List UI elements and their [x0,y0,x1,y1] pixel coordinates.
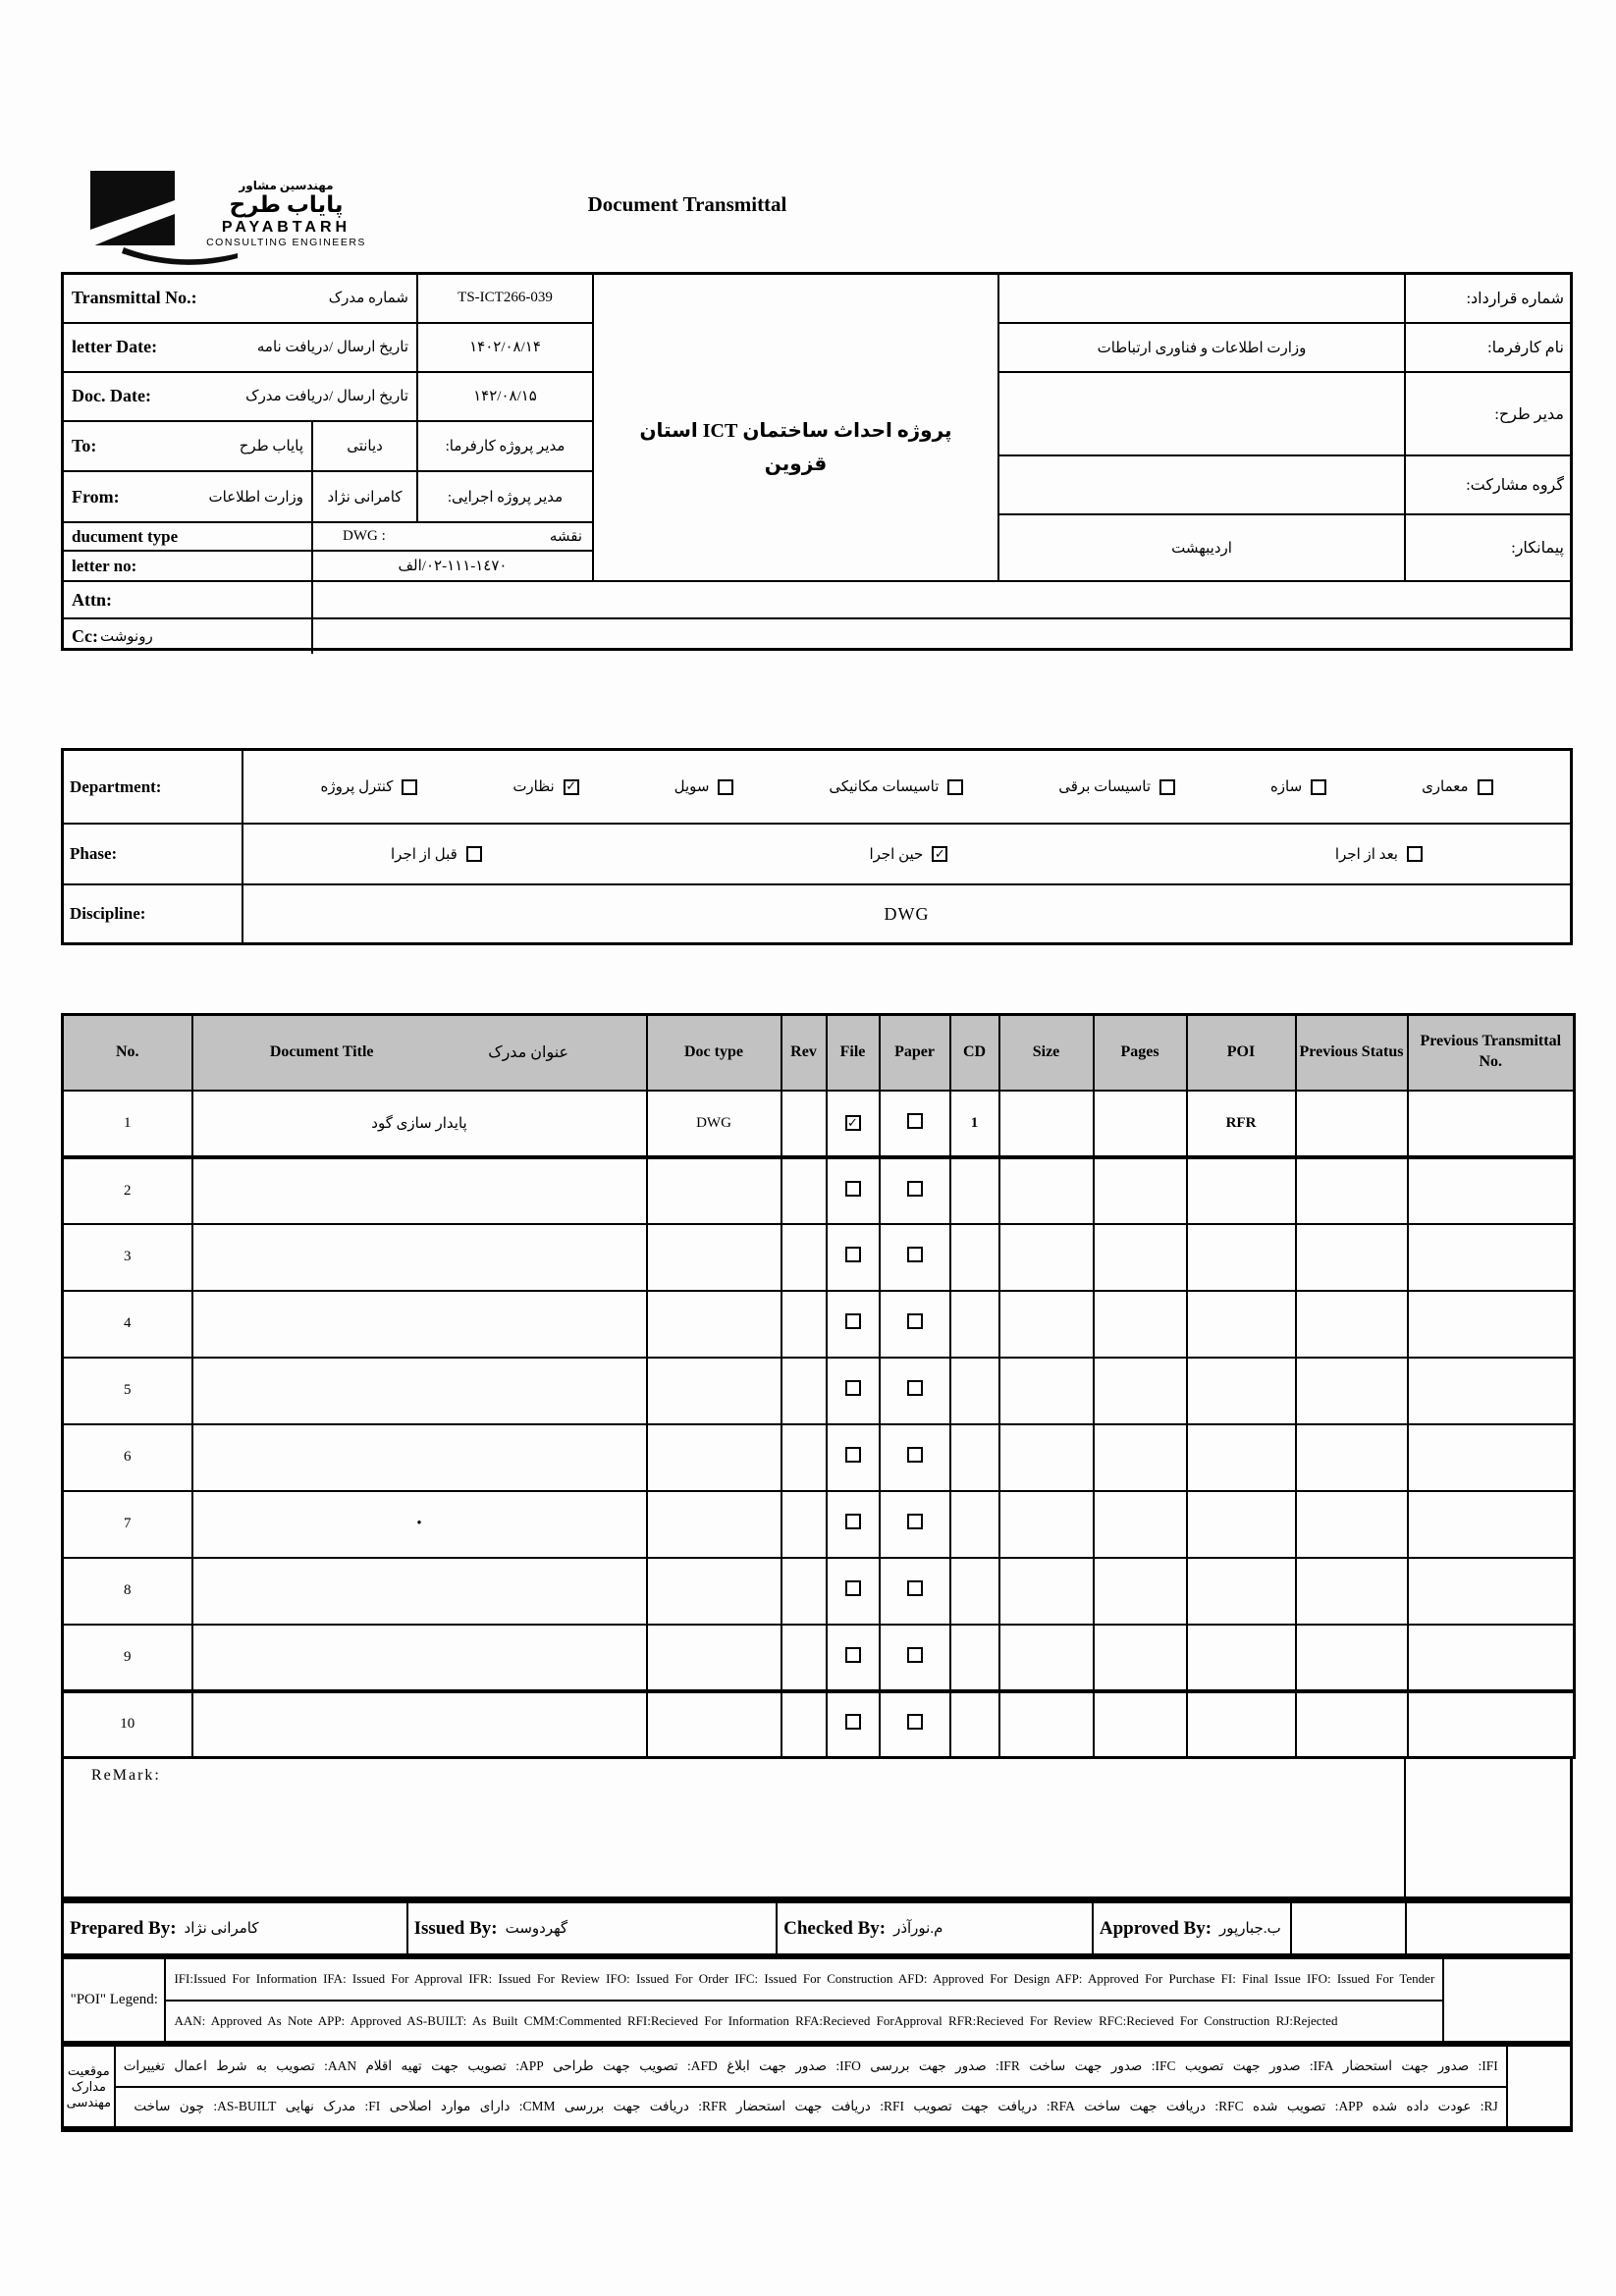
from-label: From: [72,486,120,507]
paper-checkbox-icon [907,1514,923,1529]
row-paper [880,1491,950,1558]
row-title: پایدار سازی گود [192,1091,647,1157]
letter-date-row [64,324,592,373]
row-file [827,1625,880,1691]
file-checkbox-icon [845,1714,861,1730]
row-paper [880,1291,950,1358]
row-rev [781,1691,827,1758]
document-list-table [61,1013,1576,1759]
row-poi [1187,1491,1296,1558]
row-poi [1187,1558,1296,1625]
row-prev-status [1296,1491,1408,1558]
checkbox-icon [1159,779,1175,795]
row-no: 10 [63,1691,192,1758]
paper-checkbox-icon [907,1714,923,1730]
logo-fa-large: پایاب طرح [229,192,344,217]
fa-legend-body [116,2047,1506,2126]
poi-legend-body [166,1959,1442,2041]
row-cd [950,1291,999,1358]
row-doc-type [647,1358,781,1424]
department-label: Department: [64,751,243,823]
to-label: To: [72,435,97,455]
department-options [243,751,1570,823]
paper-checkbox-icon [907,1181,923,1197]
partnership-row [999,456,1570,515]
client-name-label: نام کارفرما: [1404,324,1570,371]
file-checkbox-icon [845,1313,861,1329]
file-checkbox-checked-icon: ✓ [845,1115,861,1131]
attn-row [64,580,1570,617]
exec-pm-label: مدیر پروژه اجرایی: [416,472,592,521]
paper-check-icon [907,1380,923,1396]
from-row [64,472,592,523]
row-rev [781,1157,827,1224]
row-prev-transmittal [1408,1091,1575,1157]
from-value: وزارت اطلاعات [208,489,303,506]
row-rev [781,1558,827,1625]
row-doc-type [647,1224,781,1291]
row-prev-status [1296,1291,1408,1358]
fa-legend-section [61,2044,1573,2132]
paper-checkbox-icon [907,1313,923,1329]
cc-row [64,617,1570,654]
signature-empty-cell [1405,1903,1570,1953]
row-no: 8 [63,1558,192,1625]
table-row-4 [63,1291,1575,1358]
signature-empty-cell [1290,1903,1405,1953]
row-poi [1187,1358,1296,1424]
table-row-9 [63,1625,1575,1691]
row-file [827,1491,880,1558]
paper-checkbox-icon [907,1447,923,1463]
phase-options [243,825,1570,883]
paper-checkbox-icon [907,1247,923,1262]
checked-by-value: م.نورآذر [893,1921,943,1937]
row-title [192,1558,647,1625]
row-prev-transmittal [1408,1358,1575,1424]
fa-legend-line-2: RJ: عودت داده شده APP: تصویب شده RFC: دریافت جهت ساخت RFA: دریافت جهت تصویب RFI: دریافت جهت استحضار RFR: دریافت جهت بررسی CMM: دارای موارد اصلاحی FI: مدرک نهایی AS-BUILT: چون ساخت [134,2099,1498,2114]
phase-row [64,825,1570,885]
row-title: • [192,1491,647,1558]
contract-no-row [999,275,1570,324]
row-rev [781,1424,827,1491]
doc-date-row [64,373,592,422]
row-prev-status [1296,1691,1408,1758]
doc-date-label-fa: تاریخ ارسال /دریافت مدرک [245,389,408,405]
row-doc-type [647,1558,781,1625]
contractor-label: پیمانکار: [1404,515,1570,580]
table-row-3 [63,1224,1575,1291]
fa-legend-label: موقعیت مدارک مهندسی [64,2047,116,2126]
header-pages: Pages [1094,1015,1187,1091]
row-cd [950,1424,999,1491]
row-rev [781,1358,827,1424]
row-prev-status [1296,1424,1408,1491]
issued-by-label: Issued By: [413,1917,498,1939]
row-size [999,1625,1094,1691]
phase-option-during: ✓ حین اجرا [869,845,947,864]
row-prev-transmittal [1408,1491,1575,1558]
department-option-project-control: کنترل پروژه [321,777,418,796]
checkbox-icon [1311,779,1326,795]
row-paper [880,1558,950,1625]
checkbox-icon [466,846,482,862]
table-row-8 [63,1558,1575,1625]
approved-by-label: Approved By: [1099,1917,1212,1939]
table-row-1 [63,1091,1575,1157]
company-logo [90,171,463,279]
transmittal-no-label-en: Transmittal No.: [72,288,197,308]
table-header-row [63,1015,1575,1091]
design-manager-label: مدیر طرح: [1404,373,1570,454]
row-pages [1094,1691,1187,1758]
approved-by-cell [1092,1903,1290,1953]
transmittal-right-section [999,275,1570,580]
contract-no-value [999,275,1404,322]
file-checkbox-icon [845,1514,861,1529]
file-checkbox-icon [845,1580,861,1596]
checkbox-checked-icon: ✓ [564,779,579,795]
file-checkbox-icon [845,1247,861,1262]
header-file: File [827,1015,880,1091]
table-row-6 [63,1424,1575,1491]
project-title-cell [592,275,999,580]
row-cd [950,1691,999,1758]
attn-value [311,582,1570,617]
design-manager-value [999,373,1404,454]
department-option-mechanical: تاسیسات مکانیکی [829,777,963,796]
row-file [827,1091,880,1157]
table-row-7 [63,1491,1575,1558]
row-pages [1094,1091,1187,1157]
row-title [192,1224,647,1291]
poi-legend-line-2: AAN: Approved As Note APP: Approved AS-BUILT: As Built CMM:Commented RFI:Recieved For Information RFA:Recieved ForApproval RFR:Recieved For Review RFC:Recieved For Construction RJ:Rejected [174,2012,1338,2028]
row-pages [1094,1491,1187,1558]
department-option-architecture: معماری [1422,777,1493,796]
contractor-row [999,515,1570,580]
letter-no-value: ١٤٧٠-١١١-٠٢/الف [311,552,592,580]
row-poi [1187,1625,1296,1691]
row-no: 2 [63,1157,192,1224]
document-type-label-fa: نقشه [549,529,582,546]
remark-label: ReMark: [91,1767,161,1784]
row-poi [1187,1157,1296,1224]
row-doc-type [647,1491,781,1558]
row-rev [781,1224,827,1291]
header-poi: POI [1187,1015,1296,1091]
row-doc-type: DWG [647,1091,781,1157]
phase-option-before: قبل از اجرا [391,845,482,864]
row-size [999,1358,1094,1424]
phase-option-after: بعد از اجرا [1335,845,1423,864]
row-file [827,1358,880,1424]
fa-legend-line-1: IFI: صدور جهت استحضار IFA: صدور جهت تصویب IFC: صدور جهت ساخت IFR: صدور جهت بررسی IFO: صدور جهت ابلاغ AFD: تصویب جهت طراحی APP: تصویب جهت تهیه اقلام AAN: تصویب به شرط اعمال تغییرات [116,2047,1506,2088]
client-name-value: وزارت اطلاعات و فناوری ارتباطات [1097,340,1307,356]
remark-right-cell [1404,1759,1570,1896]
row-no: 1 [63,1091,192,1157]
transmittal-left-section [64,275,592,580]
client-pm-name: دیانتی [311,422,416,471]
classification-table [61,748,1573,945]
logo-fa-small: مهندسین مشاور [239,179,334,192]
paper-checkbox-icon [907,1647,923,1663]
row-poi [1187,1424,1296,1491]
document-type-label: ducument type [72,526,179,546]
transmittal-no-row [64,275,592,324]
row-cd [950,1157,999,1224]
row-poi [1187,1691,1296,1758]
cc-label: Cc: [72,626,98,646]
row-size [999,1424,1094,1491]
header-size: Size [999,1015,1094,1091]
department-option-supervision: ✓ نظارت [512,777,578,796]
row-title [192,1625,647,1691]
row-doc-type [647,1691,781,1758]
checkbox-icon [1478,779,1493,795]
discipline-label: Discipline: [64,885,243,942]
prepared-by-label: Prepared By: [70,1917,177,1939]
row-size [999,1291,1094,1358]
poi-legend-right-cell [1442,1959,1570,2041]
checkbox-icon [402,779,417,795]
issued-by-cell [406,1903,777,1953]
row-pages [1094,1291,1187,1358]
cc-value [311,619,1570,654]
attn-label: Attn: [72,589,112,610]
department-row [64,751,1570,825]
row-paper [880,1424,950,1491]
row-paper [880,1358,950,1424]
row-no: 6 [63,1424,192,1491]
page-title: Document Transmittal [587,192,787,216]
row-pages [1094,1625,1187,1691]
letter-date-value: ۱۴۰۲/۰۸/۱۴ [416,324,592,371]
row-no: 3 [63,1224,192,1291]
header-previous-transmittal: Previous Transmittal No. [1408,1015,1575,1091]
row-doc-type [647,1157,781,1224]
row-file [827,1691,880,1758]
transmittal-no-label-fa: شماره مدرک [328,291,408,307]
row-paper [880,1224,950,1291]
signature-row [61,1899,1573,1956]
department-option-civil: سویل [674,777,734,796]
header-no: No. [63,1015,192,1091]
row-paper [880,1091,950,1157]
phase-label: Phase: [64,825,243,883]
document-type-value: DWG : [343,528,386,545]
row-rev [781,1491,827,1558]
doc-date-label-en: Doc. Date: [72,386,151,406]
row-cd [950,1558,999,1625]
row-file [827,1558,880,1625]
row-prev-transmittal [1408,1224,1575,1291]
row-poi [1187,1291,1296,1358]
department-option-structure: سازه [1270,777,1326,796]
table-row-2 [63,1157,1575,1224]
project-title: پروژه احداث ساختمان ICT استان قزوین [639,419,952,475]
poi-legend-label: "POI" Legend: [64,1959,166,2041]
row-paper [880,1691,950,1758]
row-file [827,1424,880,1491]
partnership-label: گروه مشارکت: [1404,456,1570,513]
client-name-row [999,324,1570,373]
checkbox-checked-icon: ✓ [932,846,947,862]
doc-date-value: ۱۴۲/۰۸/۱۵ [416,373,592,420]
row-file [827,1157,880,1224]
row-title [192,1291,647,1358]
row-prev-status [1296,1091,1408,1157]
checkbox-icon [718,779,733,795]
department-option-electrical: تاسیسات برقی [1058,777,1175,796]
row-pages [1094,1558,1187,1625]
design-manager-row [999,373,1570,456]
row-title [192,1424,647,1491]
fa-legend-right-cell [1506,2047,1570,2126]
logo-company-subtitle: CONSULTING ENGINEERS [206,237,366,249]
row-rev [781,1625,827,1691]
remark-section [61,1756,1573,1899]
letter-date-label-en: letter Date: [72,337,158,357]
transmittal-no-value: TS-ICT266-039 [416,275,592,322]
checkbox-icon [1407,846,1423,862]
prepared-by-value: کامرانی نژاد [184,1921,259,1937]
row-prev-status [1296,1224,1408,1291]
row-prev-status [1296,1625,1408,1691]
poi-legend-section [61,1956,1573,2044]
checked-by-label: Checked By: [783,1917,887,1939]
to-row [64,422,592,473]
row-doc-type [647,1291,781,1358]
row-title [192,1691,647,1758]
contract-no-label: شماره قرارداد: [1404,275,1570,322]
row-prev-transmittal [1408,1157,1575,1224]
row-prev-transmittal [1408,1691,1575,1758]
poi-legend-line-1: IFI:Issued For Information IFA: Issued For Approval IFR: Issued For Review IFO: Issued For Order IFC: Issued For Construction AFD: Approved For Design AFP: Approved For Purchase FI: Final Issue IFO: Issued For Tender [166,1959,1442,2002]
row-pages [1094,1224,1187,1291]
approved-by-value: ب.جبارپور [1219,1921,1281,1937]
client-pm-label: مدیر پروژه کارفرما: [416,422,592,471]
table-row-5 [63,1358,1575,1424]
header-document-title: Document Title عنوان مدرک [192,1015,647,1091]
issued-by-value: گهردوست [505,1921,568,1937]
to-value: پایاب طرح [239,438,303,454]
checked-by-cell [776,1903,1092,1953]
checkbox-icon [947,779,963,795]
row-prev-status [1296,1558,1408,1625]
row-file [827,1291,880,1358]
row-prev-transmittal [1408,1558,1575,1625]
logo-company-name: PAYABTARH [221,219,351,237]
discipline-row [64,885,1570,942]
row-prev-status [1296,1157,1408,1224]
row-pages [1094,1424,1187,1491]
table-row-10 [63,1691,1575,1758]
row-file [827,1224,880,1291]
header-cd: CD [950,1015,999,1091]
letter-no-label: letter no: [72,556,137,575]
letter-no-row [64,552,592,580]
paper-checkbox-icon [907,1113,923,1129]
transmittal-info-table [61,272,1573,651]
row-pages [1094,1157,1187,1224]
row-prev-transmittal [1408,1291,1575,1358]
row-no: 9 [63,1625,192,1691]
logo-text [181,179,392,248]
paper-checkbox-icon [907,1580,923,1596]
row-cd [950,1358,999,1424]
file-checkbox-icon [845,1447,861,1463]
row-rev [781,1291,827,1358]
header-rev: Rev [781,1015,827,1091]
document-type-row [64,523,592,552]
row-prev-status [1296,1358,1408,1424]
row-title [192,1157,647,1224]
contractor-value: اردیبهشت [1171,540,1232,557]
row-size [999,1157,1094,1224]
row-size [999,1558,1094,1625]
row-poi: RFR [1187,1091,1296,1157]
row-cd: 1 [950,1091,999,1157]
row-no: 4 [63,1291,192,1358]
file-checkbox-icon [845,1181,861,1197]
row-paper [880,1157,950,1224]
file-checkbox-icon [845,1380,861,1396]
row-no: 7 [63,1491,192,1558]
row-size [999,1491,1094,1558]
header-paper: Paper [880,1015,950,1091]
row-size [999,1691,1094,1758]
cc-label-fa: رونوشت [99,629,153,645]
partnership-value [999,456,1404,513]
row-pages [1094,1358,1187,1424]
letter-date-label-fa: تاریخ ارسال /دریافت نامه [256,340,408,356]
discipline-value: DWG [884,903,930,924]
row-rev [781,1091,827,1157]
exec-pm-name: کامرانی نژاد [311,472,416,521]
header-doc-type: Doc type [647,1015,781,1091]
row-prev-transmittal [1408,1625,1575,1691]
row-paper [880,1625,950,1691]
row-doc-type [647,1625,781,1691]
row-cd [950,1491,999,1558]
row-poi [1187,1224,1296,1291]
row-no: 5 [63,1358,192,1424]
header-previous-status: Previous Status [1296,1015,1408,1091]
row-title [192,1358,647,1424]
row-prev-transmittal [1408,1424,1575,1491]
row-doc-type [647,1424,781,1491]
row-cd [950,1224,999,1291]
file-checkbox-icon [845,1647,861,1663]
row-size [999,1224,1094,1291]
row-cd [950,1625,999,1691]
row-size [999,1091,1094,1157]
prepared-by-cell [64,1903,406,1953]
